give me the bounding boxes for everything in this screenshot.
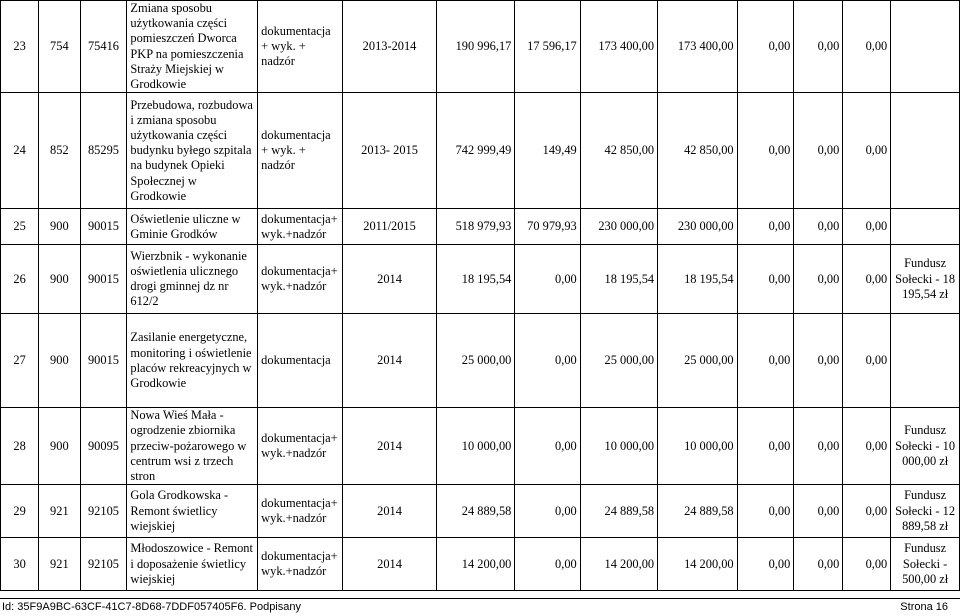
- planned-amount: 10 000,00: [580, 408, 657, 485]
- budget-amount: 18 195,54: [658, 245, 738, 314]
- section-code: 900: [39, 245, 80, 314]
- period: 2013- 2015: [343, 93, 437, 209]
- row-number: 24: [1, 93, 39, 209]
- period: 2014: [343, 408, 437, 485]
- budget-amount: 10 000,00: [658, 408, 738, 485]
- row-number: 23: [1, 1, 39, 93]
- remarks: Fundusz Sołecki - 10 000,00 zł: [891, 408, 960, 485]
- grants-amount: 0,00: [737, 485, 794, 538]
- loans-amount: 0,00: [794, 1, 843, 93]
- row-number: 28: [1, 408, 39, 485]
- expenses-to-date: 0,00: [515, 485, 580, 538]
- remarks: [891, 1, 960, 93]
- grants-amount: 0,00: [737, 209, 794, 245]
- table-row: [1, 408, 960, 485]
- loans-amount: 0,00: [794, 408, 843, 485]
- row-number: 29: [1, 485, 39, 538]
- row-number: 26: [1, 245, 39, 314]
- chapter-code: 90015: [80, 209, 127, 245]
- expenses-to-date: 0,00: [515, 245, 580, 314]
- planned-amount: 230 000,00: [580, 209, 657, 245]
- work-scope: dokumentacja + wyk. + nadzór: [258, 93, 343, 209]
- task-name: Przebudowa, rozbudowa i zmiana sposobu użytkowania części budynku byłego szpitala na budynek Opieki Społecznej w Grodkowie: [127, 93, 258, 209]
- planned-amount: 173 400,00: [580, 1, 657, 93]
- section-code: 921: [39, 485, 80, 538]
- remarks: Fundusz Sołecki - 18 195,54 zł: [891, 245, 960, 314]
- total-cost: 518 979,93: [436, 209, 514, 245]
- work-scope: dokumentacja+ wyk.+nadzór: [258, 485, 343, 538]
- document-id-signature: Id: 35F9A9BC-63CF-41C7-8D68-7DDF057405F6. Podpisany: [2, 601, 301, 613]
- work-scope: dokumentacja+ wyk.+nadzór: [258, 245, 343, 314]
- grants-amount: 0,00: [737, 1, 794, 93]
- remarks: [891, 93, 960, 209]
- period: 2013-2014: [343, 1, 437, 93]
- task-name: Oświetlenie uliczne w Gminie Grodków: [127, 209, 258, 245]
- period: 2011/2015: [343, 209, 437, 245]
- planned-amount: 25 000,00: [580, 314, 657, 408]
- other-amount: 0,00: [843, 245, 891, 314]
- loans-amount: 0,00: [794, 93, 843, 209]
- other-amount: 0,00: [843, 93, 891, 209]
- row-number: 25: [1, 209, 39, 245]
- total-cost: 14 200,00: [436, 538, 514, 591]
- other-amount: 0,00: [843, 408, 891, 485]
- grants-amount: 0,00: [737, 245, 794, 314]
- planned-amount: 42 850,00: [580, 93, 657, 209]
- chapter-code: 90015: [80, 245, 127, 314]
- work-scope: dokumentacja + wyk. + nadzór: [258, 1, 343, 93]
- table-row: [1, 538, 960, 591]
- loans-amount: 0,00: [794, 209, 843, 245]
- total-cost: 25 000,00: [436, 314, 514, 408]
- budget-amount: 230 000,00: [658, 209, 738, 245]
- chapter-code: 92105: [80, 538, 127, 591]
- chapter-code: 85295: [80, 93, 127, 209]
- task-name: Zasilanie energetyczne, monitoring i oświetlenie placów rekreacyjnych w Grodkowie: [127, 314, 258, 408]
- loans-amount: 0,00: [794, 245, 843, 314]
- row-number: 30: [1, 538, 39, 591]
- section-code: 900: [39, 209, 80, 245]
- table-row: [1, 209, 960, 245]
- chapter-code: 75416: [80, 1, 127, 93]
- grants-amount: 0,00: [737, 538, 794, 591]
- chapter-code: 90015: [80, 314, 127, 408]
- loans-amount: 0,00: [794, 314, 843, 408]
- task-name: Nowa Wieś Mała - ogrodzenie zbiornika przeciw-pożarowego w centrum wsi z trzech stron: [127, 408, 258, 485]
- total-cost: 190 996,17: [436, 1, 514, 93]
- section-code: 921: [39, 538, 80, 591]
- budget-amount: 173 400,00: [658, 1, 738, 93]
- budget-amount: 25 000,00: [658, 314, 738, 408]
- grants-amount: 0,00: [737, 314, 794, 408]
- expenses-to-date: 0,00: [515, 314, 580, 408]
- other-amount: 0,00: [843, 538, 891, 591]
- table-row: [1, 1, 960, 93]
- grants-amount: 0,00: [737, 93, 794, 209]
- expenses-to-date: 70 979,93: [515, 209, 580, 245]
- budget-amount: 14 200,00: [658, 538, 738, 591]
- work-scope: dokumentacja+ wyk.+nadzór: [258, 408, 343, 485]
- section-code: 900: [39, 314, 80, 408]
- section-code: 754: [39, 1, 80, 93]
- total-cost: 18 195,54: [436, 245, 514, 314]
- loans-amount: 0,00: [794, 485, 843, 538]
- expenses-to-date: 0,00: [515, 408, 580, 485]
- row-number: 27: [1, 314, 39, 408]
- remarks: [891, 209, 960, 245]
- remarks: Fundusz Sołecki - 12 889,58 zł: [891, 485, 960, 538]
- period: 2014: [343, 538, 437, 591]
- task-name: Gola Grodkowska - Remont świetlicy wiejskiej: [127, 485, 258, 538]
- chapter-code: 90095: [80, 408, 127, 485]
- other-amount: 0,00: [843, 485, 891, 538]
- work-scope: dokumentacja+ wyk.+nadzór: [258, 209, 343, 245]
- period: 2014: [343, 245, 437, 314]
- section-code: 852: [39, 93, 80, 209]
- total-cost: 10 000,00: [436, 408, 514, 485]
- work-scope: dokumentacja: [258, 314, 343, 408]
- chapter-code: 92105: [80, 485, 127, 538]
- planned-amount: 24 889,58: [580, 485, 657, 538]
- table-row: [1, 485, 960, 538]
- total-cost: 742 999,49: [436, 93, 514, 209]
- table-row: [1, 314, 960, 408]
- table-row: [1, 93, 960, 209]
- period: 2014: [343, 314, 437, 408]
- expenses-to-date: 149,49: [515, 93, 580, 209]
- budget-amount: 24 889,58: [658, 485, 738, 538]
- planned-amount: 18 195,54: [580, 245, 657, 314]
- total-cost: 24 889,58: [436, 485, 514, 538]
- loans-amount: 0,00: [794, 538, 843, 591]
- page-number: Strona 16: [900, 601, 948, 613]
- expenses-to-date: 0,00: [515, 538, 580, 591]
- work-scope: dokumentacja+ wyk.+nadzór: [258, 538, 343, 591]
- grants-amount: 0,00: [737, 408, 794, 485]
- section-code: 900: [39, 408, 80, 485]
- task-name: Wierzbnik - wykonanie oświetlenia ulicznego drogi gminnej dz nr 612/2: [127, 245, 258, 314]
- planned-amount: 14 200,00: [580, 538, 657, 591]
- budget-amount: 42 850,00: [658, 93, 738, 209]
- other-amount: 0,00: [843, 209, 891, 245]
- other-amount: 0,00: [843, 1, 891, 93]
- task-name: Młodoszowice - Remont i doposażenie świetlicy wiejskiej: [127, 538, 258, 591]
- page-footer: [0, 598, 960, 616]
- table-row: [1, 245, 960, 314]
- remarks: [891, 314, 960, 408]
- period: 2014: [343, 485, 437, 538]
- task-name: Zmiana sposobu użytkowania części pomieszczeń Dworca PKP na pomieszczenia Straży Miejskiej w Grodkowie: [127, 1, 258, 93]
- other-amount: 0,00: [843, 314, 891, 408]
- expenses-to-date: 17 596,17: [515, 1, 580, 93]
- remarks: Fundusz Sołecki - 500,00 zł: [891, 538, 960, 591]
